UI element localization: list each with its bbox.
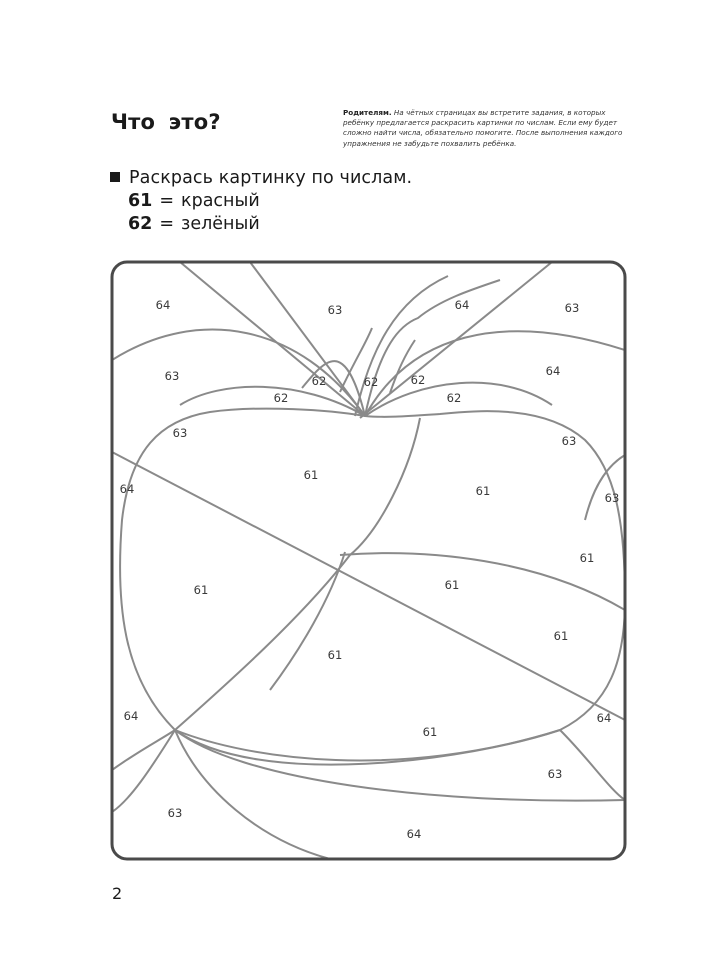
region-label: 61 (475, 484, 491, 498)
region-label: 64 (545, 364, 561, 378)
region-label: 64 (119, 482, 135, 496)
region-label: 61 (327, 648, 343, 662)
region-label: 64 (454, 298, 470, 312)
region-label: 62 (363, 375, 379, 389)
region-label: 61 (553, 629, 569, 643)
parents-label: Родителям. (343, 108, 392, 117)
region-label: 61 (422, 725, 438, 739)
region-label: 63 (167, 806, 183, 820)
region-label: 61 (303, 468, 319, 482)
legend-equals: = (159, 191, 175, 211)
legend-number: 61 (128, 191, 153, 211)
region-label: 62 (446, 391, 462, 405)
region-label: 63 (172, 426, 188, 440)
region-label: 64 (406, 827, 422, 841)
region-label: 63 (561, 434, 577, 448)
region-label: 62 (410, 373, 426, 387)
region-label: 63 (327, 303, 343, 317)
region-label: 64 (155, 298, 171, 312)
region-label: 63 (564, 301, 580, 315)
region-label: 63 (164, 369, 180, 383)
region-label: 61 (444, 578, 460, 592)
region-label: 62 (273, 391, 289, 405)
region-label: 61 (193, 583, 209, 597)
legend-equals: = (159, 214, 175, 234)
parents-note-text: На чётных страницах вы встретите задания, в которых ребёнку предлагается раскрасить картинки по числам. Если ему будет сложно найти числа, обязательно помогите. После выполнения каждого упражнения не забудьте похвалить ребёнка. (343, 108, 623, 148)
region-label: 63 (604, 491, 620, 505)
page-title: Что это? (111, 110, 221, 134)
legend-number: 62 (128, 214, 153, 234)
instruction-text: Раскрась картинку по числам. (129, 168, 413, 188)
region-label: 63 (547, 767, 563, 781)
page-number: 2 (112, 884, 123, 903)
region-label: 64 (123, 709, 139, 723)
region-label: 61 (579, 551, 595, 565)
region-label: 64 (596, 711, 612, 725)
legend-color-name: красный (181, 191, 260, 211)
legend-color-name: зелёный (181, 214, 260, 234)
region-label: 62 (311, 374, 327, 388)
